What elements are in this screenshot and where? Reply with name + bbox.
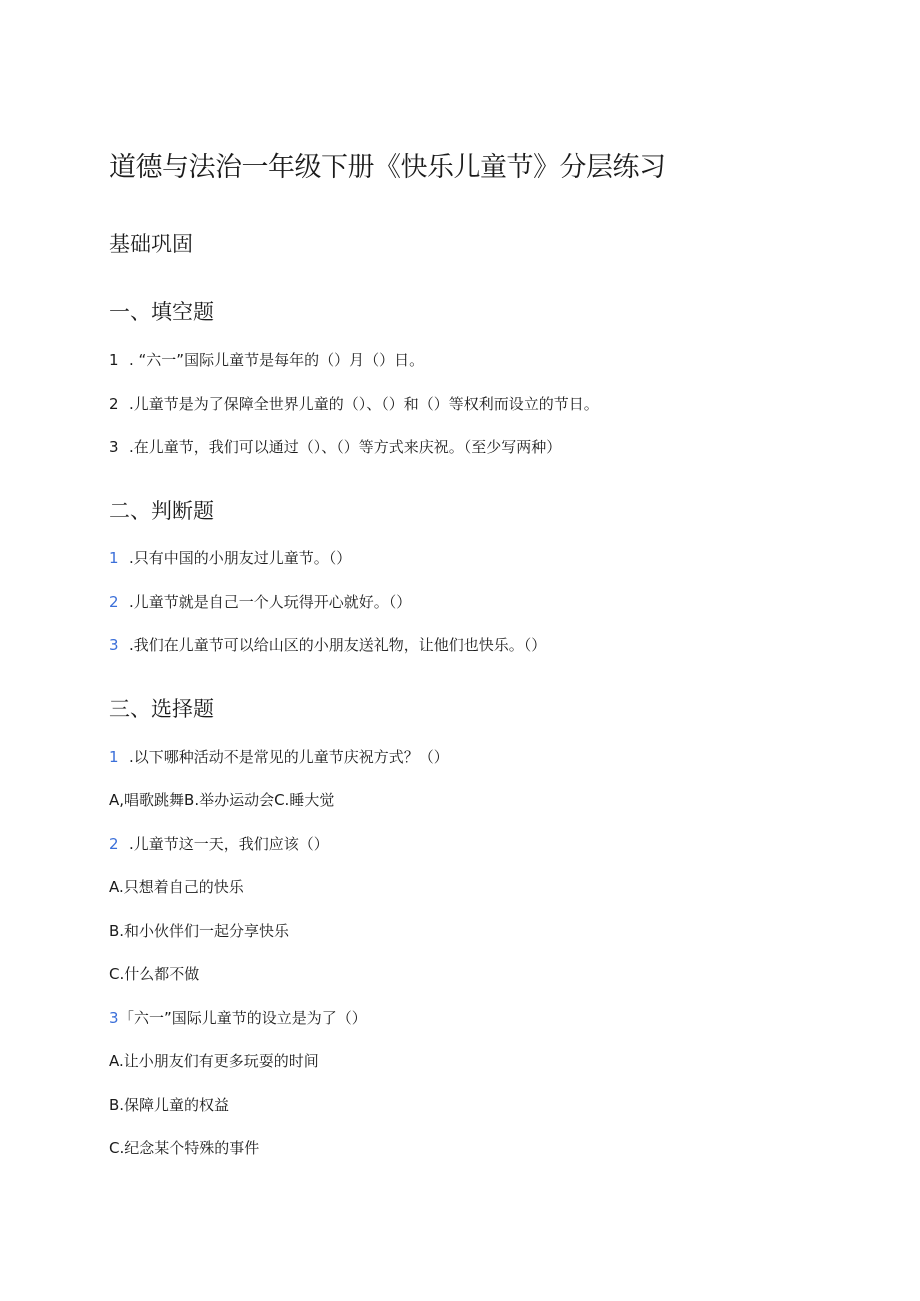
- answer-option: A.让小朋友们有更多玩耍的时间: [109, 1052, 319, 1070]
- question-line: [109, 633, 546, 657]
- answer-option: C.什么都不做: [109, 965, 200, 983]
- question-text: .只有中国的小朋友过儿童节。（）: [129, 549, 352, 567]
- section-heading-multiple-choice: 三、选择题: [109, 697, 214, 721]
- question-number: 2: [109, 593, 119, 611]
- question-text: .在儿童节，我们可以通过（）、（）等方式来庆祝。（至少写两种）: [129, 438, 562, 456]
- answer-option: B.和小伙伴们一起分享快乐: [109, 922, 290, 940]
- question-number: 3: [109, 1009, 119, 1027]
- answer-options: A,唱歌跳舞B.举办运动会C.睡大觉: [109, 791, 335, 809]
- question-line: [109, 590, 411, 614]
- question-line: [109, 832, 329, 856]
- section-heading-true-false: 二、判断题: [109, 499, 214, 523]
- question-line: [109, 1006, 367, 1030]
- answer-option: A.只想着自己的快乐: [109, 878, 244, 896]
- question-line: [109, 745, 449, 769]
- section-heading-fill-blank: 一、填空题: [109, 300, 214, 324]
- question-text: .儿童节就是自己一个人玩得开心就好。（）: [129, 593, 412, 611]
- level-heading: 基础巩固: [109, 232, 193, 256]
- question-number: 2: [109, 395, 119, 413]
- question-number: 3: [109, 636, 119, 654]
- document-title: 道德与法治一年级下册《快乐儿童节》分层练习: [109, 152, 666, 183]
- question-text: 「六一”国际儿童节的设立是为了（）: [119, 1009, 367, 1027]
- question-text: . “六一”国际儿童节是每年的（）月（）日。: [129, 351, 425, 369]
- question-text: .以下哪种活动不是常见的儿童节庆祝方式？（）: [129, 748, 449, 766]
- answer-option: C.纪念某个特殊的事件: [109, 1139, 260, 1157]
- question-text: .儿童节这一天，我们应该（）: [129, 835, 329, 853]
- question-number: 1: [109, 748, 119, 766]
- question-number: 1: [109, 351, 119, 369]
- question-line: [109, 348, 424, 372]
- question-text: .我们在儿童节可以给山区的小朋友送礼物，让他们也快乐。（）: [129, 636, 547, 654]
- question-line: [109, 392, 599, 416]
- question-number: 2: [109, 835, 119, 853]
- answer-option: B.保障儿童的权益: [109, 1096, 230, 1114]
- question-number: 3: [109, 438, 119, 456]
- question-text: .儿童节是为了保障全世界儿童的（）、（）和（）等权利而设立的节日。: [129, 395, 599, 413]
- question-number: 1: [109, 549, 119, 567]
- question-line: [109, 435, 561, 459]
- question-line: [109, 546, 351, 570]
